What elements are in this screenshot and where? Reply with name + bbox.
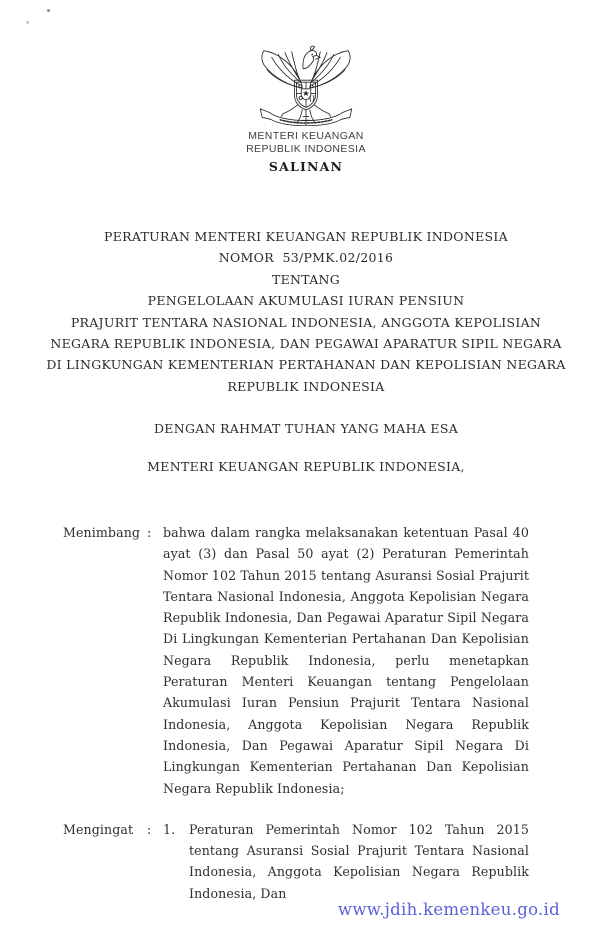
considerations-clause [63, 522, 529, 799]
title-line: TENTANG [271, 271, 341, 287]
regulation-title [30, 226, 582, 397]
title-line: PENGELOLAAN AKUMULASI IURAN PENSIUN [147, 293, 465, 309]
title-line: REPUBLIK INDONESIA [227, 378, 385, 394]
ministry-name: MENTERI KEUANGAN [248, 130, 364, 142]
scan-speck [47, 9, 50, 12]
considerations-label: Menimbang [63, 525, 141, 540]
invocation-line: DENGAN RAHMAT TUHAN YANG MAHA ESA [153, 421, 459, 436]
item-text: Peraturan Pemerintah Nomor 102 Tahun 2015 tentang Asuransi Sosial Prajurit Tentara Nasional Indonesia, Anggota Kepolisian Negara Republik Indonesia, Dan [189, 821, 529, 901]
clause-separator: : [147, 525, 152, 540]
jdih-watermark-link[interactable]: www.jdih.kemenkeu.go.id [337, 900, 560, 919]
ministry-country: REPUBLIK INDONESIA [246, 142, 366, 155]
legal-basis-item [163, 819, 529, 904]
copy-label: SALINAN [268, 159, 344, 174]
authority-line: MENTERI KEUANGAN REPUBLIK INDONESIA, [147, 459, 465, 474]
title-line: PERATURAN MENTERI KEUANGAN REPUBLIK INDONESIA [104, 229, 508, 244]
letterhead [0, 44, 612, 174]
legal-basis-clause [63, 819, 529, 904]
scan-speck [26, 21, 29, 24]
title-line-number: NOMOR 53/PMK.02/2016 [218, 250, 394, 266]
document-body [63, 522, 529, 904]
title-line: PRAJURIT TENTARA NASIONAL INDONESIA, ANGGOTA KEPOLISIAN [70, 314, 542, 330]
considerations-text: bahwa dalam rangka melaksanakan ketentuan Pasal 40 ayat (3) dan Pasal 50 ayat (2) Peraturan Pemerintah Nomor 102 Tahun 2015 tentang Asuransi Sosial Prajurit Tentara Nasional Indonesia, Anggota Kepolisian Negara Republik Indonesia, Dan Pegawai Aparatur Sipil Negara Di Lingkungan Kementerian Pertahanan Dan Kepolisian Negara Republik Indonesia, perlu menetapkan Peraturan Menteri Keuangan tentang Pengelolaan Akumulasi Iuran Pensiun Prajurit Tentara Nasional Indonesia, Anggota Kepolisian Negara Republik Indonesia, Dan Pegawai Aparatur Sipil Negara Di Lingkungan Kementerian Pertahanan Dan Kepolisian Negara Republik Indonesia; [163, 525, 529, 796]
title-line: NEGARA REPUBLIK INDONESIA, DAN PEGAWAI APARATUR SIPIL NEGARA [50, 336, 562, 352]
legal-basis-label: Mengingat [63, 821, 134, 837]
garuda-pancasila-emblem-icon [254, 44, 358, 126]
title-line: DI LINGKUNGAN KEMENTERIAN PERTAHANAN DAN KEPOLISIAN NEGARA [46, 357, 566, 373]
item-number: 1. [163, 821, 176, 837]
clause-separator: : [147, 821, 152, 837]
